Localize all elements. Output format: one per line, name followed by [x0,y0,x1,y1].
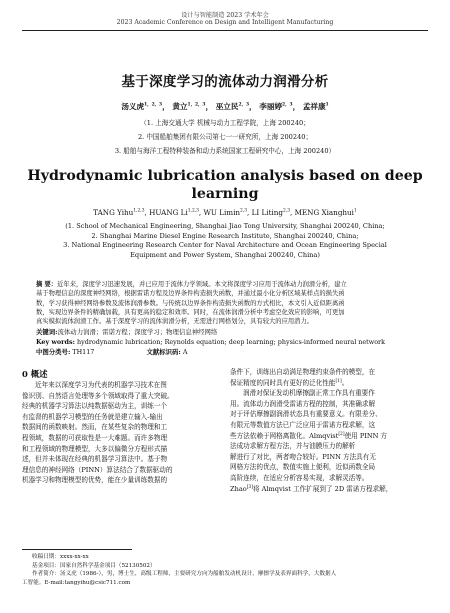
en-author-sup: 2,3 [283,208,290,214]
footnotes [22,553,432,587]
abstract-line: 近年来，深度学习迅速发展，并已应用于流体力学领域。本文将深度学习应用于流体动力润滑分析，建立 [57,281,347,288]
header-rule [22,30,428,31]
footnote-author-cont: 工智能。E-mail:tangyihu@csic711.com [22,579,131,586]
running-header-cn: 设计与智能制造 2023 学术年会 [181,12,269,19]
abstract [36,280,416,326]
abstract-line: 数，学习获得神经网络参数及流体润滑参数。与传统以边界条件构造损失函数的方式相比，本文引入近似距离函 [36,299,345,307]
en-author-name: MENG Xianghui [294,208,354,217]
keywords-en-label: Key words: [36,338,75,346]
cn-author-sup: 2，3 [238,102,250,108]
body-line: 有监督的机器学习模型的任务就是建立输入-输出 [22,412,163,421]
cn-affiliation-2: 2. 中国船舶集团有限公司第七一一研究所，上海 200240； [137,133,313,141]
cn-author-name: 巫立民 [215,102,239,111]
body-line: 对于评估摩擦副润滑状态具有重要意义。有限差分、 [230,410,382,419]
abstract-line: 真实模拟流体润滑工作。基于深度学习的流体润滑分析，无需进行网格划分，具有较大的应用潜力。 [36,318,314,326]
en-title [0,167,450,203]
doc-code-value: A [180,348,188,356]
cn-author-name: 李丽婷 [259,102,283,111]
en-author-sup: 1 [353,208,357,214]
abstract-label: 摘 要： [36,281,58,288]
cn-author-sup: 1，2，3 [144,102,163,108]
keywords-en [36,338,416,347]
en-affiliation-line: Equipment and Power System, Shanghai 200240, China) [130,250,320,259]
en-author-sup: 2,3 [240,208,248,214]
body-line: 将 Almqvist 工作扩展到了 2D 雷诺方程求解， [252,484,393,493]
cn-author-sup: 2，3 [282,102,293,108]
body-line: 些方法依赖于网格离散化。Almqvist [230,431,339,440]
body-line: 述，但并未体现在经典的机器学习算法中。基于物 [22,455,168,464]
left-column [22,380,220,486]
cn-author-sup: 1，2，3 [187,102,206,108]
body-line: 和工程领域的物理模型，大多以偏微分方程形式描 [22,444,168,453]
keywords-cn [36,328,416,337]
body-line: 用。流体动力润滑受雷诺方程的控制，其准确求解 [230,399,376,408]
body-line: 近年来以深度学习为代表的机器学习技术在图 [35,381,167,389]
en-title-line: Hydrodynamic lubrication analysis based on deep [27,168,423,184]
en-author-name: LI Liting [251,208,283,217]
citation: [1] [335,378,342,384]
en-author-sup: 1,2,3 [187,208,199,214]
cn-affiliation-1: （1. 上海交通大学 机械与动力工程学院，上海 200240； [140,119,310,127]
cn-author-name: 黄立 [172,102,188,111]
body-line: 网格方法的优点，数值实施上便利，近似函数全局 [230,463,376,472]
body-line: 条件下，训练出自动满足物理约束条件的模型，在 [230,368,376,376]
body-line: Zhao [230,484,247,493]
citation: [3] [246,484,253,490]
en-title-line: learning [191,186,259,202]
body-line: 求解方程方法，并与油膜压力的解析 [249,442,356,451]
cn-title: 基于深度学习的流体动力润滑分析 [121,74,329,90]
body-line: 润滑对保证发动机摩擦副正常工作具有重要作 [243,389,375,398]
en-author-name: WU Limin [203,208,241,217]
right-column: 条件下，训练出自动满足物理约束条件的模型，在 保证精度的同时具有更好的泛化性能[1]。 润滑对保证发动机摩擦副正常工作具有重要作 用。流体动力润滑受雷诺方程的控制，其准确求解 对于评估摩擦副润滑状态具有重要意义。有限差分、 有限元等数值方法已广泛应用于雷诺方程求解，这 些方法依赖于网格离散化。Almqvist[2]使用 PINN 方 法成功求解方程方法，并与油膜压力的解析 解进行了对比，两者吻合较好。PINN 方法具有无 网格方法的优点，数值实施上便利，近似函数全局 高阶连续，在适应分析容易实现，求解灵活等。 Zhao[3]将 Almqvist 工作扩展到了 2D 雷诺方程求解， [230,367,428,494]
body-line: 解进行了对比，两者吻合较好。PINN 方法具有无 [230,452,376,461]
body-line: 数据间的函数映射。然而，在某些复杂的物理和工 [22,423,168,432]
body-line: 使用 PINN 方 [344,431,388,440]
body-line: 保证精度的同时具有更好的泛化性能 [230,378,336,387]
keywords-en-text: hydrodynamic lubrication; Reynolds equation; deep learning; physics-informed neural network [74,338,385,346]
footnote-author: 作者简介：汤义虎（1986-），男，博士生，高级工程师，主要研究方向为船舶发动机设计，摩擦学及表界面科学，大数据人 [32,571,337,578]
en-affiliations [20,222,430,260]
en-author-name: TANG Yihu [93,208,134,217]
citation: [2] [338,431,345,437]
body-line: 高阶连续，在适应分析容易实现，求解灵活等。 [230,473,369,482]
classification-value: TH117 [70,348,95,356]
body-line: 有限元等数值方法已广泛应用于雷诺方程求解，这 [230,420,376,429]
cn-author-name: 孟祥康 [302,102,326,111]
cn-author-name: 汤义虎 [121,102,145,111]
en-affiliation-line: (1. School of Mechanical Engineering, Shanghai Jiao Tong University, Shanghai 200240, China; [65,222,385,230]
footnote-rule [22,549,132,550]
classification-label: 中图分类号: [36,348,71,356]
en-affiliation-line: 2. Shanghai Marine Diesel Engine Research Institute, Shanghai 200240, China; [91,231,359,240]
en-author-sup: 1,2,3 [133,208,145,214]
cn-author-sup: 1 [325,102,329,108]
cn-authors: 汤义虎$^{1,2,3}$， 黄立$^{1,2,3}$， 巫立民$^{2,3}$， 李丽婷$^{2,3}$， 孟祥康$^1$ [121,102,329,111]
footnote-received: 收稿日期：xxxx-xx-xx [32,554,89,560]
section-title: 0 概述 [22,369,48,379]
abstract-line: 数，实现边界条件的精确加载，具有更高的稳定和效率。同时，在流体润滑分析中考虑空化效应的影响，可更加 [36,308,345,316]
body-line: 像识别、自然语言处理等多个领域取得了重大突破。 [22,391,174,400]
running-header-en: 2023 Academic Conference on Design and Intelligent Manufacturing [116,19,334,26]
en-author-name: HUANG Li [149,208,188,217]
abstract-line: 基于物理信息的深度神经网络，根据雷诺方程及边界条件构造损失函数，并通过最小化分析区域某样点的损失函 [36,290,345,298]
body-line: 理信息的神经网络（PINN）算法结合了数据驱动的 [22,465,173,474]
body-line: 经典的机器学习算法以纯数据驱动为主，训练一个 [22,402,168,411]
footnote-funding: 基金项目：国家自然科学基金项目（52130502） [32,562,156,569]
body-line: 机器学习和物理模型的优势，能在少量训练数据的 [22,476,168,485]
classification [36,348,416,357]
body-line: 程领域，数据的可获取性是一大难题。而许多物理 [22,433,168,442]
en-authors: TANG Yihu$^{1,2,3}$, HUANG Li$^{1,2,3}$, WU Limin$^{2,3}$, LI Liting$^{2,3}$, MENG Xianghui$^1$ [93,208,357,217]
cn-affiliation-3: 3. 船舶与海洋工程特种装备和动力系统国家工程研究中心，上海 200240） [114,147,336,155]
keywords-cn-label: 关键词: [36,328,58,336]
doc-code-label: 文献标识码: [146,348,181,356]
body-line: 法成功 [230,442,250,451]
keywords-cn-text: 流体动力润滑；雷诺方程；深度学习；物理信息神经网络 [57,328,218,336]
en-affiliation-line: 3. National Engineering Research Center for Naval Architecture and Ocean Engineering Special [63,241,387,250]
